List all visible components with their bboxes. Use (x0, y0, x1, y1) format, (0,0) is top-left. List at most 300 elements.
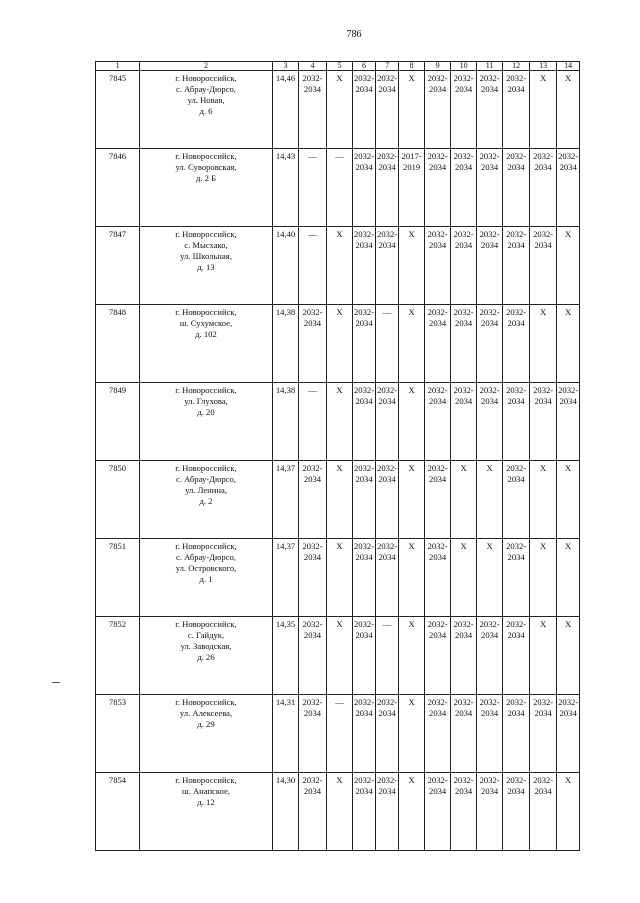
period-cell (353, 383, 376, 461)
cell-line: 2032- (302, 73, 323, 83)
period-cell (503, 71, 530, 149)
address-line: г. Новороссийск, (175, 385, 237, 395)
period-cell (557, 305, 580, 383)
period-cell (477, 149, 503, 227)
period-cell (530, 383, 557, 461)
column-header: 12 (503, 62, 530, 71)
period-cell (477, 461, 503, 539)
column-header: 13 (530, 62, 557, 71)
address-cell (140, 695, 273, 773)
area-value: 14,30 (273, 773, 299, 851)
address-cell (140, 773, 273, 851)
address-line: г. Новороссийск, (175, 541, 237, 551)
column-header: 1 (96, 62, 140, 71)
period-cell (353, 617, 376, 695)
cell-line: 2034 (355, 474, 373, 484)
period-cell (425, 695, 451, 773)
cell-line: 2034 (378, 240, 396, 250)
cell-line: 2032- (427, 73, 448, 83)
table-row (96, 617, 580, 695)
cell-line: 2034 (355, 240, 373, 250)
period-cell (376, 149, 399, 227)
cell-line: 2032- (533, 385, 554, 395)
table-row (96, 149, 580, 227)
cell-line: X (565, 541, 572, 551)
period-cell (399, 461, 425, 539)
cell-line: X (565, 463, 572, 473)
address-cell (140, 539, 273, 617)
period-cell (425, 773, 451, 851)
address-line: г. Новороссийск, (175, 229, 237, 239)
period-cell (353, 71, 376, 149)
cell-line: X (336, 307, 343, 317)
cell-line: X (460, 541, 467, 551)
cell-line: 2032- (506, 697, 527, 707)
cell-line: 2034 (303, 318, 322, 328)
period-cell (327, 227, 353, 305)
record-number: 7846 (96, 149, 140, 227)
period-cell (299, 539, 327, 617)
period-cell (503, 773, 530, 851)
period-cell (399, 149, 425, 227)
period-cell (327, 71, 353, 149)
cell-line: 2032- (506, 73, 527, 83)
period-cell (399, 305, 425, 383)
period-cell (399, 227, 425, 305)
cell-line: X (565, 619, 572, 629)
cell-line: 2034 (429, 474, 447, 484)
cell-line: 2032- (427, 697, 448, 707)
cell-line: 2032- (427, 775, 448, 785)
period-cell (399, 773, 425, 851)
period-cell (557, 149, 580, 227)
cell-line: 2034 (559, 708, 577, 718)
period-cell (399, 539, 425, 617)
address-line: г. Новороссийск, (175, 151, 237, 161)
cell-line: 2032- (533, 151, 554, 161)
cell-line: 2032- (533, 697, 554, 707)
cell-line: 2032- (377, 541, 398, 551)
cell-line: 2034 (507, 396, 525, 406)
cell-line: 2034 (429, 552, 447, 562)
column-header: 4 (299, 62, 327, 71)
cell-line: 2032- (479, 229, 500, 239)
cell-line: X (336, 619, 343, 629)
cell-line: 2034 (481, 162, 499, 172)
cell-line: 2032- (354, 229, 375, 239)
cell-line: 2032- (354, 541, 375, 551)
period-cell (503, 461, 530, 539)
cell-line: 2032- (453, 151, 474, 161)
cell-line: 2034 (559, 162, 577, 172)
area-value: 14,46 (273, 71, 299, 149)
area-value: 14,38 (273, 305, 299, 383)
period-cell (451, 617, 477, 695)
cell-line: 2032- (506, 307, 527, 317)
cell-line: 2034 (355, 84, 373, 94)
address-line: д. 6 (199, 106, 213, 116)
cell-line: 2032- (558, 151, 579, 161)
cell-line: 2034 (355, 396, 373, 406)
period-cell (557, 227, 580, 305)
cell-line: X (540, 619, 547, 629)
cell-line: 2032- (354, 151, 375, 161)
cell-line: 2032- (302, 463, 323, 473)
period-cell (327, 149, 353, 227)
period-cell (299, 305, 327, 383)
address-cell (140, 227, 273, 305)
cell-line: 2032- (354, 463, 375, 473)
cell-line: X (565, 307, 572, 317)
record-number: 7847 (96, 227, 140, 305)
cell-line: 2032- (302, 619, 323, 629)
period-cell (557, 539, 580, 617)
period-cell (376, 695, 399, 773)
address-line: с. Абрау-Дюрсо, (176, 474, 236, 484)
cell-line: 2032- (427, 151, 448, 161)
cell-line: 2032- (453, 775, 474, 785)
cell-line: 2032- (479, 697, 500, 707)
address-line: ш. Анапское, (182, 786, 230, 796)
cell-line: — (382, 307, 392, 317)
cell-line: 2034 (303, 474, 322, 484)
cell-line: 2032- (558, 697, 579, 707)
period-cell (327, 461, 353, 539)
cell-line: X (408, 307, 415, 317)
cell-line: X (408, 775, 415, 785)
period-cell (503, 383, 530, 461)
cell-line: X (540, 463, 547, 473)
address-line: с. Гайдук, (187, 630, 225, 640)
period-cell (477, 773, 503, 851)
period-cell (353, 539, 376, 617)
address-line: д. 26 (197, 652, 215, 662)
period-cell (353, 227, 376, 305)
cell-line: 2032- (533, 229, 554, 239)
cell-line: 2034 (378, 396, 396, 406)
cell-line: 2032- (427, 229, 448, 239)
period-cell (327, 539, 353, 617)
address-line: г. Новороссийск, (175, 619, 237, 629)
cell-line: 2034 (429, 396, 447, 406)
address-line: д. 20 (197, 407, 215, 417)
cell-line: X (408, 619, 415, 629)
cell-line: 2034 (534, 396, 552, 406)
period-cell (451, 695, 477, 773)
period-cell (376, 227, 399, 305)
cell-line: 2034 (303, 84, 322, 94)
record-number: 7852 (96, 617, 140, 695)
cell-line: 2032- (506, 229, 527, 239)
period-cell (425, 149, 451, 227)
cell-line: X (336, 541, 343, 551)
cell-line: 2032- (377, 463, 398, 473)
cell-line: X (540, 307, 547, 317)
address-line: ш. Сухумское, (179, 318, 233, 328)
column-header: 7 (376, 62, 399, 71)
cell-line: 2032- (533, 775, 554, 785)
cell-line: 2034 (355, 630, 373, 640)
cell-line: 2032- (453, 619, 474, 629)
period-cell (299, 149, 327, 227)
period-cell (353, 773, 376, 851)
cell-line: 2034 (455, 84, 473, 94)
cell-line: 2032- (506, 775, 527, 785)
period-cell (477, 539, 503, 617)
period-cell (353, 149, 376, 227)
cell-line: X (408, 697, 415, 707)
cell-line: 2032- (427, 385, 448, 395)
cell-line: 2034 (303, 630, 322, 640)
cell-line: 2034 (481, 708, 499, 718)
cell-line: 2032- (302, 541, 323, 551)
cell-line: 2034 (507, 318, 525, 328)
cell-line: 2034 (534, 240, 552, 250)
period-cell (327, 305, 353, 383)
cell-line: 2032- (354, 619, 375, 629)
period-cell (353, 305, 376, 383)
cell-line: 2032- (377, 775, 398, 785)
area-value: 14,38 (273, 383, 299, 461)
period-cell (425, 461, 451, 539)
cell-line: 2032- (377, 229, 398, 239)
period-cell (451, 773, 477, 851)
period-cell (399, 695, 425, 773)
column-header: 10 (451, 62, 477, 71)
cell-line: 2034 (455, 240, 473, 250)
period-cell (399, 383, 425, 461)
period-cell (557, 695, 580, 773)
cell-line: 2032- (354, 73, 375, 83)
cell-line: X (540, 541, 547, 551)
cell-line: 2017- (401, 151, 422, 161)
cell-line: 2032- (453, 229, 474, 239)
cell-line: 2032- (479, 151, 500, 161)
address-line: г. Новороссийск, (175, 73, 237, 83)
cell-line: 2034 (429, 630, 447, 640)
cell-line: 2034 (378, 162, 396, 172)
cell-line: 2034 (378, 474, 396, 484)
period-cell (399, 71, 425, 149)
period-cell (327, 695, 353, 773)
address-line: д. 2 Б (195, 173, 217, 183)
period-cell (477, 695, 503, 773)
area-value: 14,40 (273, 227, 299, 305)
period-cell (557, 461, 580, 539)
cell-line: 2034 (429, 84, 447, 94)
address-line: ул. Суворовская, (175, 162, 237, 172)
period-cell (451, 149, 477, 227)
period-cell (503, 617, 530, 695)
cell-line: 2032- (453, 385, 474, 395)
period-cell (530, 539, 557, 617)
cell-line: 2032- (427, 541, 448, 551)
period-cell (376, 383, 399, 461)
period-cell (299, 617, 327, 695)
cell-line: 2032- (453, 307, 474, 317)
cell-line: X (565, 73, 572, 83)
address-line: д. 29 (197, 719, 215, 729)
record-number: 7848 (96, 305, 140, 383)
area-value: 14,37 (273, 539, 299, 617)
column-header: 3 (273, 62, 299, 71)
period-cell (376, 773, 399, 851)
address-cell (140, 383, 273, 461)
address-line: д. 13 (197, 262, 215, 272)
cell-line: 2032- (302, 697, 323, 707)
cell-line: X (565, 775, 572, 785)
cell-line: X (565, 229, 572, 239)
address-line: д. 12 (197, 797, 215, 807)
address-line: г. Новороссийск, (175, 697, 237, 707)
period-cell (299, 695, 327, 773)
address-cell (140, 71, 273, 149)
period-cell (451, 305, 477, 383)
period-cell (530, 617, 557, 695)
address-line: ул. Заводская, (180, 641, 232, 651)
period-cell (557, 617, 580, 695)
cell-line: — (308, 229, 317, 239)
cell-line: 2034 (481, 240, 499, 250)
column-header: 6 (353, 62, 376, 71)
cell-line: 2034 (355, 708, 373, 718)
cell-line: 2032- (479, 307, 500, 317)
cell-line: 2034 (481, 786, 499, 796)
cell-line: — (308, 385, 317, 395)
cell-line: 2032- (453, 73, 474, 83)
period-cell (299, 227, 327, 305)
period-cell (477, 305, 503, 383)
period-cell (299, 383, 327, 461)
cell-line: 2034 (481, 630, 499, 640)
address-line: с. Мысхако, (184, 240, 228, 250)
record-number: 7853 (96, 695, 140, 773)
cell-line: 2034 (355, 162, 373, 172)
period-cell (299, 71, 327, 149)
period-cell (530, 461, 557, 539)
cell-line: 2032- (377, 385, 398, 395)
period-cell (503, 695, 530, 773)
period-cell (299, 773, 327, 851)
cell-line: 2032- (506, 151, 527, 161)
period-cell (353, 461, 376, 539)
column-header: 2 (140, 62, 273, 71)
address-line: д. 1 (199, 574, 213, 584)
period-cell (425, 71, 451, 149)
period-cell (376, 539, 399, 617)
table-row (96, 773, 580, 851)
housing-registry-table (95, 61, 580, 851)
period-cell (477, 383, 503, 461)
table-row (96, 227, 580, 305)
address-line: ул. Ленина, (185, 485, 227, 495)
cell-line: 2034 (355, 786, 373, 796)
area-value: 14,31 (273, 695, 299, 773)
cell-line: 2034 (507, 474, 525, 484)
cell-line: 2034 (507, 240, 525, 250)
period-cell (503, 539, 530, 617)
record-number: 7849 (96, 383, 140, 461)
cell-line: 2032- (506, 619, 527, 629)
address-line: ул. Школьная, (180, 251, 232, 261)
cell-line: 2034 (429, 708, 447, 718)
cell-line: 2032- (354, 385, 375, 395)
cell-line: 2032- (506, 385, 527, 395)
area-value: 14,37 (273, 461, 299, 539)
cell-line: 2034 (455, 162, 473, 172)
period-cell (327, 383, 353, 461)
cell-line: 2032- (302, 775, 323, 785)
record-number: 7851 (96, 539, 140, 617)
cell-line: X (408, 541, 415, 551)
cell-line: 2034 (481, 318, 499, 328)
record-number: 7845 (96, 71, 140, 149)
column-number-header-row (96, 62, 580, 71)
cell-line: 2034 (559, 396, 577, 406)
period-cell (425, 383, 451, 461)
period-cell (327, 617, 353, 695)
period-cell (425, 227, 451, 305)
cell-line: 2034 (455, 396, 473, 406)
address-cell (140, 149, 273, 227)
record-number: 7854 (96, 773, 140, 851)
address-line: ул. Алексеева, (179, 708, 233, 718)
table-row (96, 71, 580, 149)
cell-line: X (486, 463, 493, 473)
cell-line: X (408, 385, 415, 395)
cell-line: 2034 (481, 84, 499, 94)
period-cell (425, 539, 451, 617)
period-cell (353, 695, 376, 773)
period-cell (451, 539, 477, 617)
cell-line: 2032- (479, 775, 500, 785)
period-cell (530, 695, 557, 773)
cell-line: X (336, 463, 343, 473)
period-cell (376, 305, 399, 383)
cell-line: 2034 (507, 630, 525, 640)
area-value: 14,35 (273, 617, 299, 695)
address-line: д. 102 (195, 329, 217, 339)
cell-line: 2034 (455, 318, 473, 328)
cell-line: — (308, 151, 317, 161)
period-cell (376, 617, 399, 695)
cell-line: 2032- (479, 73, 500, 83)
address-line: ул. Островского, (175, 563, 237, 573)
cell-line: 2032- (377, 697, 398, 707)
cell-line: 2034 (355, 552, 373, 562)
period-cell (451, 461, 477, 539)
cell-line: 2034 (303, 552, 322, 562)
cell-line: 2034 (378, 708, 396, 718)
cell-line: X (336, 385, 343, 395)
cell-line: X (336, 775, 343, 785)
cell-line: 2034 (534, 708, 552, 718)
cell-line: 2034 (303, 786, 322, 796)
cell-line: 2032- (506, 541, 527, 551)
period-cell (327, 773, 353, 851)
cell-line: 2032- (558, 385, 579, 395)
table-row (96, 383, 580, 461)
column-header: 5 (327, 62, 353, 71)
cell-line: X (540, 73, 547, 83)
record-number: 7850 (96, 461, 140, 539)
period-cell (451, 71, 477, 149)
address-line: г. Новороссийск, (175, 463, 237, 473)
cell-line: 2032- (479, 385, 500, 395)
cell-line: 2034 (507, 162, 525, 172)
period-cell (503, 149, 530, 227)
address-line: г. Новороссийск, (175, 775, 237, 785)
